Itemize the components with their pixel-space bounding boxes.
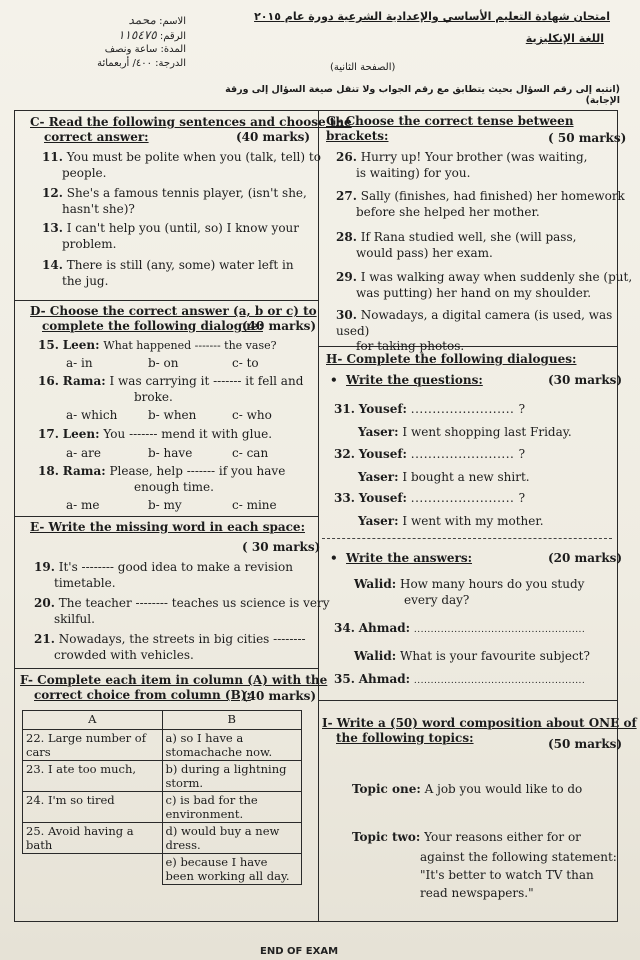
question-30: 30. Nowadays, a digital camera (is used, was used) for taking photos. xyxy=(336,308,613,353)
reply-31: Yaser: I went shopping last Friday. xyxy=(358,425,572,439)
end-of-exam: END OF EXAM xyxy=(260,946,339,957)
question-27: 27. Sally (finishes, had finished) her homework before she helped her mother. xyxy=(336,189,625,219)
topic-two-line2: against the following statement: xyxy=(420,850,617,864)
q15-option-b: b- on xyxy=(148,356,179,370)
duration-value: ساعة ونصف xyxy=(104,44,158,55)
section-d-marks: (40 marks) xyxy=(242,319,317,333)
write-answers-label: • Write the answers: xyxy=(330,551,473,565)
instruction-note: (انتبه إلى رقم السؤال بحيث يتطابق مع رقم الجواب ولا تنقل صيغة السؤال إلى ورقة الإجابة) xyxy=(225,84,620,106)
table-row xyxy=(23,823,302,854)
section-f-title: F- Complete each item in column (A) with the correct choice from column (B): xyxy=(20,673,328,702)
cell-a: 22. Large number of cars xyxy=(23,730,163,761)
q18-option-a: a- me xyxy=(66,498,100,512)
question-11: 11. You must be polite when you (talk, tell) to people. xyxy=(42,150,321,180)
duration-label: المدة: xyxy=(160,44,186,55)
question-17: 17. Leen: You ------- mend it with glue. xyxy=(38,427,273,441)
question-20: 20. The teacher -------- teaches us science is very skilful. xyxy=(34,596,330,626)
section-i-title: I- Write a (50) word composition about ONE of the following topics: xyxy=(322,716,637,745)
section-d-title: D- Choose the correct answer (a, b or c) to complete the following dialogue: xyxy=(30,304,317,333)
cell-b: e) because I have been working all day. xyxy=(162,854,302,885)
q17-option-c: c- can xyxy=(232,446,269,460)
cell-b: d) would buy a new dress. xyxy=(162,823,302,854)
q15-option-c: c- to xyxy=(232,356,259,370)
question-31: 31. Yousef: ........................ ? xyxy=(334,402,526,416)
grade-label: الدرجة: xyxy=(155,57,186,69)
question-15: 15. Leen: What happened ------- the vase? xyxy=(38,338,277,352)
grade-value: ٤٠٠/ أربعمائة xyxy=(97,57,152,69)
cell-a-empty xyxy=(23,854,163,885)
section-g-marks: ( 50 marks) xyxy=(548,131,627,145)
cell-b: a) so I have a stomachache now. xyxy=(162,730,302,761)
question-12: 12. She's a famous tennis player, (isn't she, hasn't she)? xyxy=(42,186,307,216)
q18-option-b: b- my xyxy=(148,498,182,512)
section-f-marks: (40 marks) xyxy=(242,689,317,703)
question-16: 16. Rama: I was carrying it ------- it fell and broke. xyxy=(38,374,304,404)
topic-two: Topic two: Your reasons either for or xyxy=(352,830,581,844)
section-g-title: G- Choose the correct tense between brackets: xyxy=(326,114,574,143)
reply-32: Yaser: I bought a new shirt. xyxy=(358,470,530,484)
write-answers-marks: (20 marks) xyxy=(548,551,623,565)
topic-two-line3: "It's better to watch TV than xyxy=(420,868,594,882)
name-value: محمد xyxy=(128,13,156,27)
exam-subject: اللغة الإنكليزية xyxy=(525,32,604,45)
table-row xyxy=(23,761,302,792)
cell-a: 23. I ate too much, xyxy=(23,761,163,792)
question-32: 32. Yousef: ........................ ? xyxy=(334,447,526,461)
q17-option-b: b- have xyxy=(148,446,193,460)
divider-h-dashed xyxy=(322,538,612,539)
matching-table xyxy=(22,710,302,885)
matching-header-row xyxy=(23,711,302,730)
question-29: 29. I was walking away when suddenly she (put, was putting) her hand on my shoulder. xyxy=(336,270,633,300)
section-i-marks: (50 marks) xyxy=(548,737,623,751)
table-row xyxy=(23,792,302,823)
q15-option-a: a- in xyxy=(66,356,93,370)
section-e-marks: ( 30 marks) xyxy=(242,540,321,554)
exam-title: امتحان شهادة التعليم الأساسي والإعدادية الشرعية دورة عام ٢٠١٥ xyxy=(254,10,610,23)
question-33: 33. Yousef: ........................ ? xyxy=(334,491,526,505)
topic-one: Topic one: A job you would like to do xyxy=(352,782,583,796)
section-c-marks: (40 marks) xyxy=(236,130,311,144)
q16-option-a: a- which xyxy=(66,408,118,422)
section-h-title: H- Complete the following dialogues: xyxy=(326,352,577,366)
cell-b: c) is bad for the environment. xyxy=(162,792,302,823)
q17-option-a: a- are xyxy=(66,446,102,460)
write-questions-marks: (30 marks) xyxy=(548,373,623,387)
answer-34: 34. Ahmad: ................................................... xyxy=(334,621,586,635)
divider-d-e xyxy=(14,516,319,517)
column-a-header: A xyxy=(23,711,163,730)
page-label: (الصفحة الثانية) xyxy=(330,62,396,73)
answer-35: 35. Ahmad: ................................................... xyxy=(334,672,586,686)
q16-option-c: c- who xyxy=(232,408,272,422)
question-28: 28. If Rana studied well, she (will pass, would pass) her exam. xyxy=(336,230,577,260)
topic-two-line4: read newspapers." xyxy=(420,886,534,900)
student-info xyxy=(36,14,186,70)
question-13: 13. I can't help you (until, so) I know your problem. xyxy=(42,221,300,251)
question-21: 21. Nowadays, the streets in big cities -------- crowded with vehicles. xyxy=(34,632,306,662)
q16-option-b: b- when xyxy=(148,408,197,422)
reply-33: Yaser: I went with my mother. xyxy=(358,514,544,528)
q18-option-c: c- mine xyxy=(232,498,277,512)
divider-h-i xyxy=(318,700,618,701)
section-e-title: E- Write the missing word in each space: xyxy=(30,520,305,534)
cell-b: b) during a lightning storm. xyxy=(162,761,302,792)
write-questions-label: • Write the questions: xyxy=(330,373,483,387)
section-c-title: C- Read the following sentences and choose the correct answer: xyxy=(30,115,352,144)
table-row xyxy=(23,854,302,885)
column-b-header: B xyxy=(162,711,302,730)
prompt-35: Walid: What is your favourite subject? xyxy=(354,649,590,663)
divider-e-f xyxy=(14,668,319,669)
question-26: 26. Hurry up! Your brother (was waiting, is waiting) for you. xyxy=(336,150,588,180)
question-18: 18. Rama: Please, help ------- if you have enough time. xyxy=(38,464,286,494)
table-row xyxy=(23,730,302,761)
question-19: 19. It's -------- good idea to make a revision timetable. xyxy=(34,560,293,590)
cell-a: 25. Avoid having a bath xyxy=(23,823,163,854)
number-label: الرقم: xyxy=(159,30,186,42)
cell-a: 24. I'm so tired xyxy=(23,792,163,823)
question-14: 14. There is still (any, some) water left in the jug. xyxy=(42,258,294,288)
prompt-34: Walid: How many hours do you study every day? xyxy=(354,577,585,607)
number-value: ١١٥٤٧٥ xyxy=(117,27,157,42)
name-label: الاسم: xyxy=(159,16,186,27)
divider-c-d xyxy=(14,300,319,301)
